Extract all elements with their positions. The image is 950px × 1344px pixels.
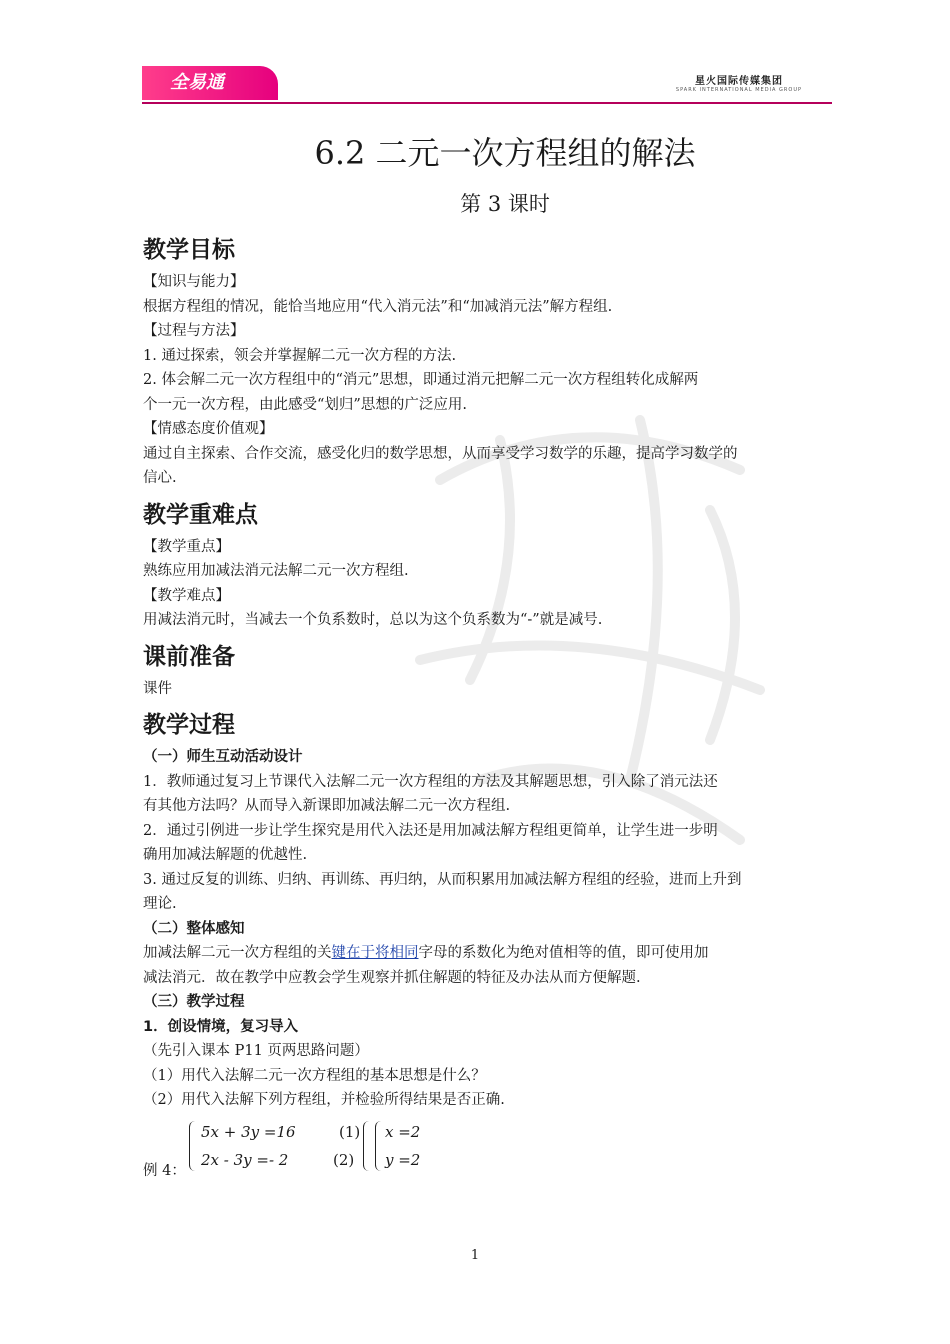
text-overview-b: 减法消元．故在教学中应教会学生观察并抓住解题的特征及办法从而方便解题. xyxy=(143,969,641,986)
left-brace xyxy=(189,1121,198,1171)
document-title: 6.2 二元一次方程组的解法 xyxy=(314,134,696,172)
text-process-2a: 2. 体会解二元一次方程组中的“消元”思想，即通过消元把解二元一次方程组转化成解两 xyxy=(143,372,699,388)
text-q1: （1）用代入法解二元一次方程组的基本思想是什么？ xyxy=(143,1067,486,1084)
text-p2b: 确用加减法解题的优越性. xyxy=(143,847,308,863)
text-prep: 课件 xyxy=(143,680,172,697)
text-process-1: 1. 通过探索，领会并掌握解二元一次方程的方法. xyxy=(143,347,457,364)
publisher-mark xyxy=(676,72,802,93)
example-label: 例 4： xyxy=(143,1162,186,1179)
text-process-2b: 个一元一次方程，由此感受“划归”思想的广泛应用. xyxy=(143,396,467,413)
publisher-name-en: SPARK INTERNATIONAL MEDIA GROUP xyxy=(675,87,802,93)
page-number: 1 xyxy=(470,1248,480,1263)
label-part2: （二）整体感知 xyxy=(143,920,245,937)
text-p1a: 1．教师通过复习上节课代入法解二元一次方程组的方法及其解题思想，引入除了消元法还 xyxy=(143,773,718,790)
text-p3b: 理论. xyxy=(143,896,177,912)
section-heading-goals: 教学目标 xyxy=(143,237,235,263)
text-p3a: 3. 通过反复的训练、归纳、再训练、再归纳，从而积累用加减法解方程组的经验，进而上升到 xyxy=(143,871,742,888)
equation-2-number: (2) xyxy=(333,1150,355,1169)
text-difficulty: 用减法消元时，当减去一个负系数时，总以为这个负系数为“-”就是减号. xyxy=(143,612,603,628)
text-p2a: 2．通过引例进一步让学生探究是用代入法还是用加减法解方程组更简单，让学生进一步明 xyxy=(143,822,718,839)
solution-brace-outer xyxy=(363,1121,372,1171)
text-knowledge: 根据方程组的情况，能恰当地应用“代入消元法”和“加减消元法”解方程组. xyxy=(143,298,613,315)
text-emotion-b: 信心. xyxy=(143,470,177,486)
label-part1: （一）师生互动活动设计 xyxy=(143,749,303,765)
equation-1-number: (1) xyxy=(339,1122,361,1141)
label-focus: 【教学重点】 xyxy=(143,538,230,555)
overview-pre: 加减法解二元一次方程组的关 xyxy=(143,945,332,961)
text-focus: 熟练应用加减法消元法解二元一次方程组. xyxy=(143,563,409,579)
brand-logo: 全易通 xyxy=(142,66,278,100)
label-difficulty: 【教学难点】 xyxy=(143,587,230,604)
text-emotion-a: 通过自主探索、合作交流，感受化归的数学思想，从而享受学习数学的乐趣，提高学习数学的 xyxy=(143,445,738,462)
document-body xyxy=(143,230,811,1179)
text-overview-a xyxy=(143,941,811,966)
text-q2: （2）用代入法解下列方程组，并检验所得结果是否正确. xyxy=(143,1092,505,1108)
label-knowledge: 【知识与能力】 xyxy=(143,274,245,290)
example-equation-system xyxy=(143,1119,811,1179)
label-part3: （三）教学过程 xyxy=(143,994,245,1010)
solution-x: x =2 xyxy=(385,1122,421,1141)
text-step1-note: （先引入课本 P11 页两思路问题） xyxy=(143,1043,369,1059)
overview-post: 字母的系数化为绝对值相等的值，即可使用加 xyxy=(418,945,709,961)
section-heading-process: 教学过程 xyxy=(143,712,235,738)
section-heading-keypoints: 教学重难点 xyxy=(143,501,258,528)
solution-y: y =2 xyxy=(385,1150,421,1169)
label-step1: 1．创设情境，复习导入 xyxy=(143,1018,299,1035)
label-process: 【过程与方法】 xyxy=(143,323,245,339)
text-p1b: 有其他方法吗？从而导入新课即加减法解二元一次方程组. xyxy=(143,798,511,814)
label-emotion: 【情感态度价值观】 xyxy=(143,421,274,437)
equation-1: 5x + 3y =16 xyxy=(201,1122,296,1141)
publisher-name: 星火国际传媒集团 xyxy=(694,76,783,87)
section-heading-prep: 课前准备 xyxy=(143,643,235,670)
solution-brace xyxy=(375,1121,384,1171)
equation-2: 2x - 3y =- 2 xyxy=(201,1150,289,1169)
overview-link[interactable]: 键在于将相同 xyxy=(331,945,419,961)
document-subtitle: 第 3 课时 xyxy=(460,192,550,216)
page-header xyxy=(142,66,832,104)
